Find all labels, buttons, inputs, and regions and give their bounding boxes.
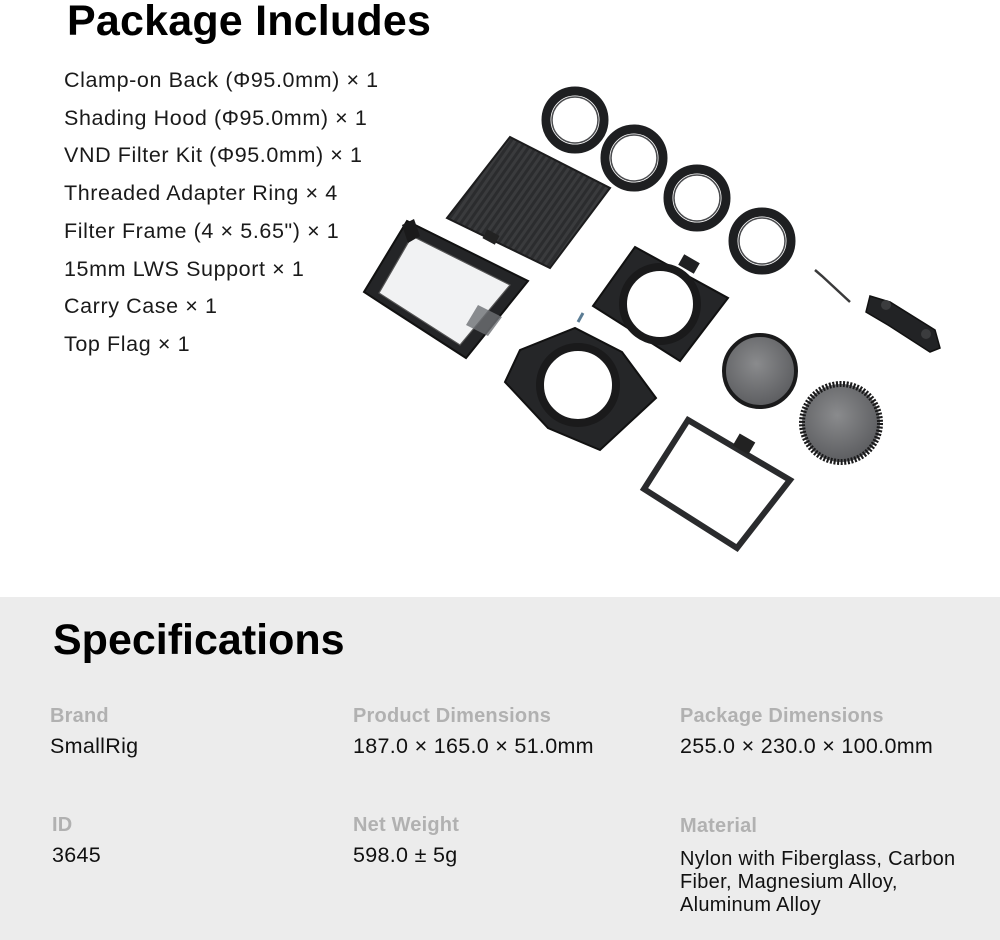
package-item: VND Filter Kit (Φ95.0mm) × 1 [64,143,363,168]
package-item: Top Flag × 1 [64,331,191,356]
spec-value: Nylon with Fiberglass, Carbon Fiber, Magnesium Alloy, Aluminum Alloy [680,848,956,916]
spec-value: 3645 [52,843,102,867]
spec-id [52,814,101,868]
nd-filter [724,335,796,407]
filter-frame [644,420,790,548]
product-image [350,85,960,565]
adapter-ring [546,91,604,149]
package-item: Shading Hood (Φ95.0mm) × 1 [64,105,368,130]
spec-value: 255.0 × 230.0 × 100.0mm [680,734,934,758]
package-item: Carry Case × 1 [64,294,218,319]
hex-key [815,270,850,302]
package-items-list [64,62,379,364]
spec-label: Product Dimensions [353,705,552,727]
spec-value: 598.0 ± 5g [353,843,458,867]
spec-label: ID [52,814,73,836]
spec-label: Brand [50,705,109,727]
package-item: Clamp-on Back (Φ95.0mm) × 1 [64,68,379,92]
package-item: 15mm LWS Support × 1 [64,256,305,281]
spec-value: SmallRig [50,734,139,758]
spec-label: Net Weight [353,814,460,836]
lws-support [866,296,940,352]
spec-label: Package Dimensions [680,705,884,727]
package-item: Threaded Adapter Ring × 4 [64,181,338,206]
package-item: Filter Frame (4 × 5.65") × 1 [64,218,340,243]
spec-value: 187.0 × 165.0 × 51.0mm [353,734,594,758]
vnd-filter [802,384,880,462]
spec-net-weight [353,814,459,868]
adapter-ring [733,212,791,270]
package-includes-title: Package Includes [67,0,432,45]
spec-brand [50,705,138,759]
adapter-ring [668,169,726,227]
filter-frame-holder [593,247,728,361]
specifications-title: Specifications [53,616,345,664]
spec-package-dimensions [680,705,933,759]
specifications-section [0,597,1000,940]
spec-label: Material [680,815,758,837]
spec-product-dimensions [353,705,594,759]
adapter-ring [605,129,663,187]
top-flag [447,137,610,268]
spec-material [680,815,980,917]
